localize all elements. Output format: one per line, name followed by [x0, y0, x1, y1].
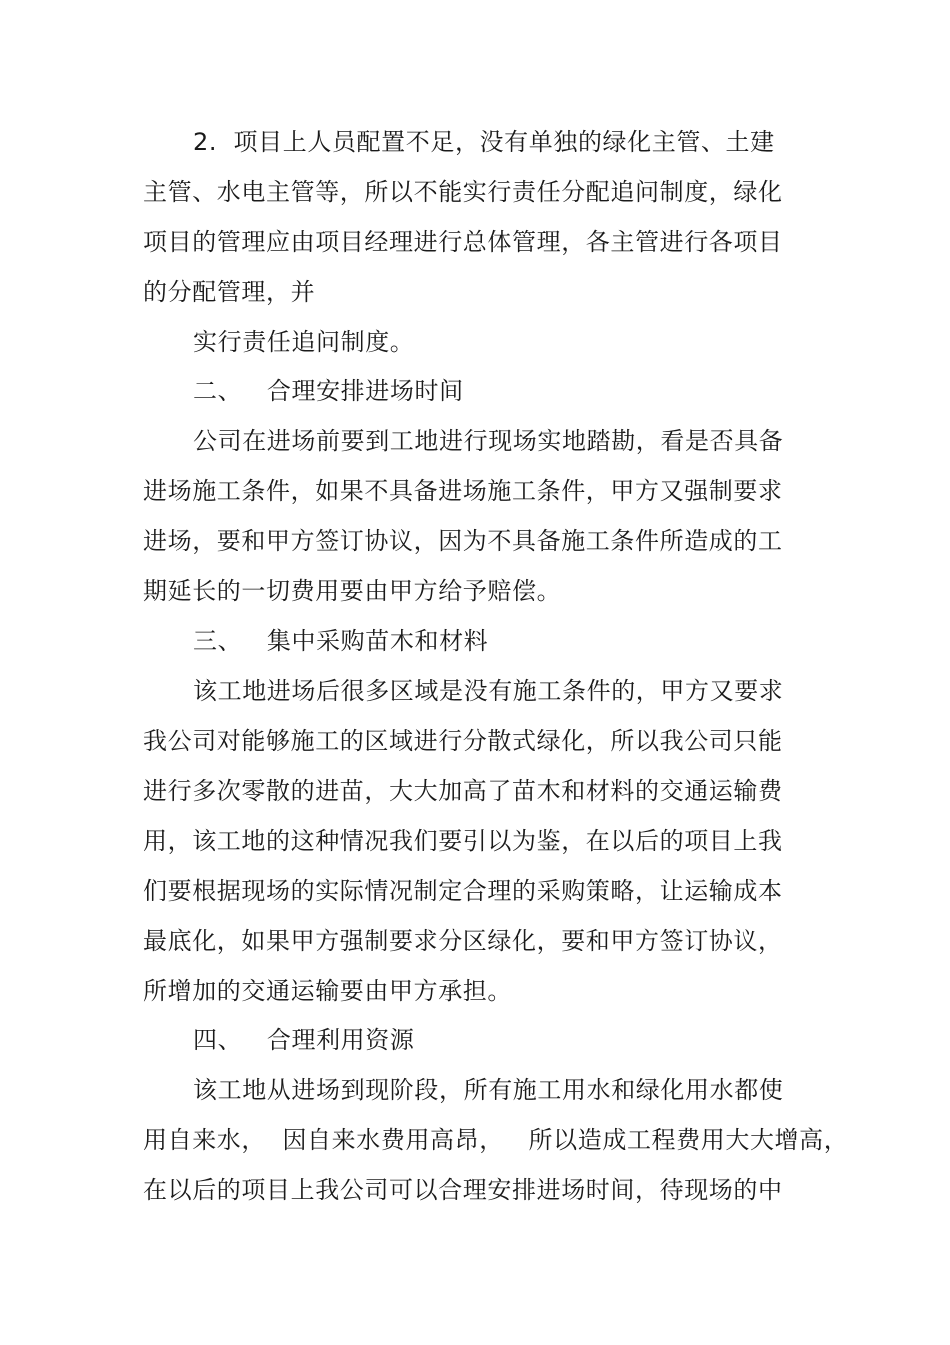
- paragraph-line: 所增加的交通运输要由甲方承担。: [143, 977, 512, 1005]
- paragraph-line: 用自来水， 因自来水费用高昂， 所以造成工程费用大大增高，: [143, 1126, 849, 1154]
- paragraph-line: 公司在进场前要到工地进行现场实地踏勘，看是否具备: [193, 427, 784, 455]
- paragraph-line: 们要根据现场的实际情况制定合理的采购策略，让运输成本: [143, 877, 783, 905]
- paragraph-line: 该工地进场后很多区域是没有施工条件的，甲方又要求: [193, 677, 784, 705]
- paragraph-line: 我公司对能够施工的区域进行分散式绿化，所以我公司只能: [143, 727, 783, 755]
- section-heading: 四、 合理利用资源: [193, 1026, 415, 1054]
- paragraph-line: 该工地从进场到现阶段，所有施工用水和绿化用水都使: [193, 1076, 784, 1104]
- paragraph-line: 在以后的项目上我公司可以合理安排进场时间，待现场的中: [143, 1176, 783, 1204]
- paragraph-line: 实行责任追问制度。: [193, 328, 415, 356]
- paragraph-line: 进行多次零散的进苗，大大加高了苗木和材料的交通运输费: [143, 777, 783, 805]
- section-heading: 二、 合理安排进场时间: [193, 377, 464, 405]
- paragraph-line: 项目的管理应由项目经理进行总体管理，各主管进行各项目: [143, 228, 783, 256]
- section-heading: 三、 集中采购苗木和材料: [193, 627, 489, 655]
- paragraph-line: 最底化，如果甲方强制要求分区绿化，要和甲方签订协议，: [143, 927, 783, 955]
- paragraph-line: 2. 项目上人员配置不足，没有单独的绿化主管、土建: [193, 128, 775, 156]
- paragraph-line: 进场施工条件，如果不具备进场施工条件，甲方又强制要求: [143, 477, 783, 505]
- paragraph-line: 的分配管理，并: [143, 278, 316, 306]
- paragraph-line: 用，该工地的这种情况我们要引以为鉴，在以后的项目上我: [143, 827, 783, 855]
- paragraph-line: 主管、水电主管等，所以不能实行责任分配追问制度，绿化: [143, 178, 783, 206]
- paragraph-line: 进场，要和甲方签订协议，因为不具备施工条件所造成的工: [143, 527, 783, 555]
- paragraph-line: 期延长的一切费用要由甲方给予赔偿。: [143, 577, 562, 605]
